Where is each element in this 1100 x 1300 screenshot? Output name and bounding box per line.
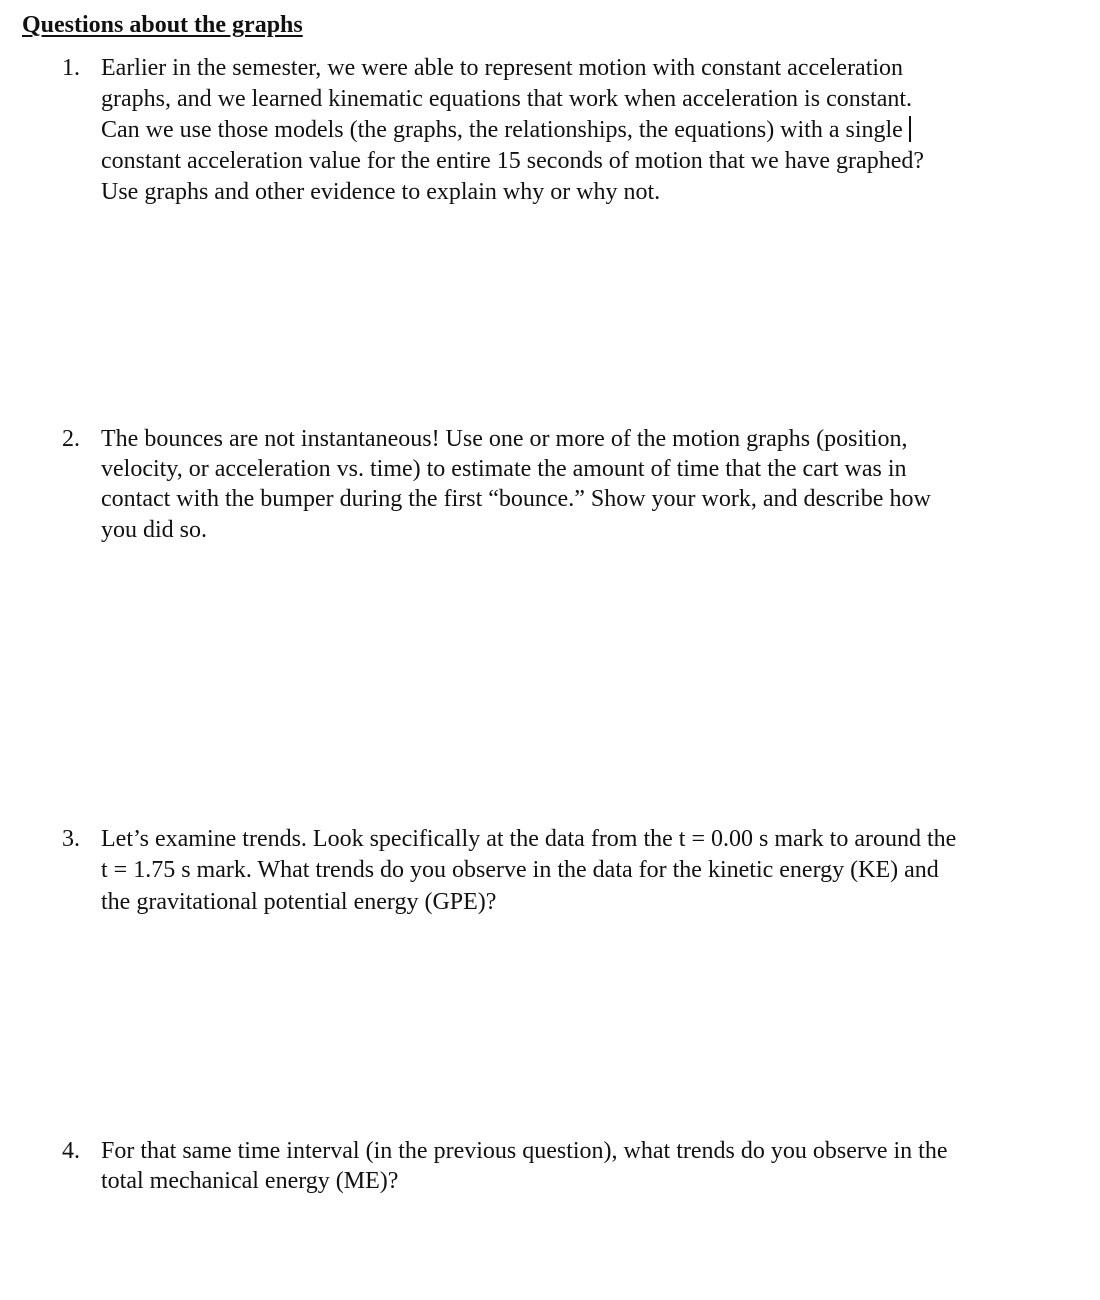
question-text-line: you did so. <box>101 517 208 543</box>
question-text-line: constant acceleration value for the entire 15 seconds of motion that we have graphed? <box>101 148 925 174</box>
question-number: 1. <box>62 55 80 81</box>
question-text-line: graphs, and we learned kinematic equations that work when acceleration is constant. <box>101 86 913 112</box>
question-text-line: velocity, or acceleration vs. time) to estimate the amount of time that the cart was in <box>101 456 907 482</box>
question-text-span: Can we use those models (the graphs, the relationships, the equations) with a single <box>101 117 903 143</box>
question-text-line: the gravitational potential energy (GPE)? <box>101 889 497 915</box>
section-heading: Questions about the graphs <box>22 12 303 38</box>
question-text-line: For that same time interval (in the previous question), what trends do you observe in the <box>101 1138 948 1164</box>
question-number: 3. <box>62 826 80 852</box>
question-text-line: Earlier in the semester, we were able to represent motion with constant acceleration <box>101 55 904 81</box>
text-cursor <box>909 116 911 142</box>
question-text-line: contact with the bumper during the first “bounce.” Show your work, and describe how <box>101 486 931 512</box>
question-text-line <box>101 115 911 146</box>
question-number: 4. <box>62 1138 80 1164</box>
question-text-line: total mechanical energy (ME)? <box>101 1168 399 1194</box>
question-number: 2. <box>62 426 80 452</box>
question-text-line: Use graphs and other evidence to explain why or why not. <box>101 179 661 205</box>
question-text-line: t = 1.75 s mark. What trends do you observe in the data for the kinetic energy (KE) and <box>101 857 939 883</box>
question-text-line: Let’s examine trends. Look specifically at the data from the t = 0.00 s mark to around the <box>101 826 957 852</box>
question-text-line: The bounces are not instantaneous! Use one or more of the motion graphs (position, <box>101 426 908 452</box>
